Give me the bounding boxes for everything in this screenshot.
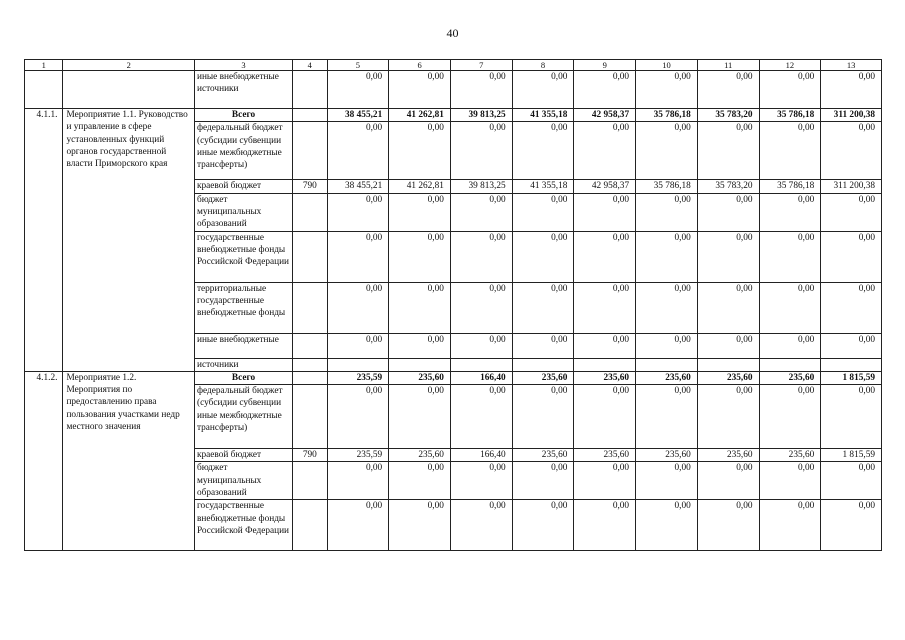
column-header: 1 bbox=[25, 60, 63, 71]
amount-cell bbox=[574, 358, 636, 371]
amount-cell: 0,00 bbox=[327, 193, 389, 231]
amount-cell: 0,00 bbox=[697, 71, 759, 109]
amount-cell: 0,00 bbox=[636, 282, 698, 333]
amount-cell: 35 786,18 bbox=[636, 109, 698, 122]
amount-cell: 0,00 bbox=[697, 193, 759, 231]
amount-cell: 0,00 bbox=[574, 282, 636, 333]
amount-cell: 0,00 bbox=[574, 122, 636, 180]
funding-source: Всего bbox=[194, 371, 292, 384]
amount-cell: 235,60 bbox=[574, 371, 636, 384]
amount-cell: 35 783,20 bbox=[697, 180, 759, 193]
amount-cell: 0,00 bbox=[389, 333, 451, 358]
kbk-code: 790 bbox=[293, 180, 327, 193]
amount-cell bbox=[450, 358, 512, 371]
amount-cell: 0,00 bbox=[574, 462, 636, 500]
amount-cell: 235,60 bbox=[636, 449, 698, 462]
kbk-code bbox=[293, 358, 327, 371]
amount-cell: 35 786,18 bbox=[759, 109, 821, 122]
kbk-code bbox=[293, 122, 327, 180]
amount-cell: 0,00 bbox=[821, 385, 882, 449]
amount-cell: 35 786,18 bbox=[636, 180, 698, 193]
column-header: 8 bbox=[512, 60, 574, 71]
amount-cell: 0,00 bbox=[821, 462, 882, 500]
funding-source: краевой бюджет bbox=[194, 180, 292, 193]
amount-cell: 0,00 bbox=[389, 231, 451, 282]
amount-cell: 0,00 bbox=[821, 500, 882, 551]
amount-cell: 0,00 bbox=[450, 71, 512, 109]
column-header: 13 bbox=[821, 60, 882, 71]
amount-cell: 0,00 bbox=[636, 333, 698, 358]
funding-source: территориальные государственные внебюджетные фонды bbox=[194, 282, 292, 333]
kbk-code bbox=[293, 500, 327, 551]
amount-cell: 0,00 bbox=[327, 462, 389, 500]
amount-cell bbox=[821, 358, 882, 371]
amount-cell: 0,00 bbox=[327, 385, 389, 449]
amount-cell: 0,00 bbox=[574, 333, 636, 358]
kbk-code bbox=[293, 231, 327, 282]
amount-cell: 235,60 bbox=[697, 449, 759, 462]
amount-cell: 235,60 bbox=[636, 371, 698, 384]
amount-cell bbox=[389, 358, 451, 371]
column-header: 10 bbox=[636, 60, 698, 71]
amount-cell: 0,00 bbox=[759, 385, 821, 449]
amount-cell: 0,00 bbox=[821, 333, 882, 358]
amount-cell: 42 958,37 bbox=[574, 180, 636, 193]
amount-cell: 41 262,81 bbox=[389, 180, 451, 193]
amount-cell: 311 200,38 bbox=[821, 109, 882, 122]
amount-cell bbox=[327, 358, 389, 371]
amount-cell: 0,00 bbox=[636, 231, 698, 282]
kbk-code bbox=[293, 109, 327, 122]
row-code bbox=[25, 71, 63, 109]
amount-cell: 0,00 bbox=[759, 122, 821, 180]
funding-source: федеральный бюджет (субсидии субвенции иные межбюджетные трансферты) bbox=[194, 122, 292, 180]
amount-cell: 0,00 bbox=[512, 193, 574, 231]
column-header: 11 bbox=[697, 60, 759, 71]
amount-cell: 0,00 bbox=[697, 462, 759, 500]
row-name: Мероприятие 1.2. Мероприятия по предоставлению права пользования участками недр местного значения bbox=[63, 371, 195, 551]
funding-source: федеральный бюджет (субсидии субвенции иные межбюджетные трансферты) bbox=[194, 385, 292, 449]
kbk-code bbox=[293, 385, 327, 449]
funding-source: государственные внебюджетные фонды Российской Федерации bbox=[194, 231, 292, 282]
amount-cell: 0,00 bbox=[327, 333, 389, 358]
funding-source: иные внебюджетные bbox=[194, 333, 292, 358]
amount-cell: 166,40 bbox=[450, 371, 512, 384]
amount-cell: 0,00 bbox=[697, 231, 759, 282]
amount-cell: 42 958,37 bbox=[574, 109, 636, 122]
amount-cell: 0,00 bbox=[574, 385, 636, 449]
table-body bbox=[25, 71, 882, 551]
amount-cell: 0,00 bbox=[389, 385, 451, 449]
row-code: 4.1.2. bbox=[25, 371, 63, 551]
column-header: 2 bbox=[63, 60, 195, 71]
funding-source: бюджет муниципальных образований bbox=[194, 193, 292, 231]
amount-cell: 0,00 bbox=[512, 282, 574, 333]
amount-cell: 41 355,18 bbox=[512, 109, 574, 122]
amount-cell: 0,00 bbox=[450, 231, 512, 282]
table-row bbox=[25, 71, 882, 109]
amount-cell: 0,00 bbox=[636, 193, 698, 231]
amount-cell bbox=[512, 358, 574, 371]
amount-cell: 0,00 bbox=[327, 71, 389, 109]
kbk-code bbox=[293, 371, 327, 384]
funding-source: Всего bbox=[194, 109, 292, 122]
amount-cell: 0,00 bbox=[821, 71, 882, 109]
amount-cell: 41 262,81 bbox=[389, 109, 451, 122]
amount-cell: 1 815,59 bbox=[821, 449, 882, 462]
kbk-code bbox=[293, 333, 327, 358]
amount-cell: 0,00 bbox=[759, 462, 821, 500]
amount-cell: 0,00 bbox=[697, 385, 759, 449]
amount-cell: 41 355,18 bbox=[512, 180, 574, 193]
amount-cell: 39 813,25 bbox=[450, 180, 512, 193]
amount-cell: 0,00 bbox=[450, 500, 512, 551]
amount-cell: 235,60 bbox=[389, 371, 451, 384]
amount-cell: 0,00 bbox=[697, 282, 759, 333]
amount-cell: 0,00 bbox=[512, 231, 574, 282]
amount-cell: 235,60 bbox=[512, 449, 574, 462]
amount-cell: 0,00 bbox=[759, 231, 821, 282]
amount-cell: 0,00 bbox=[389, 193, 451, 231]
amount-cell: 0,00 bbox=[327, 500, 389, 551]
amount-cell: 0,00 bbox=[450, 122, 512, 180]
amount-cell: 235,59 bbox=[327, 449, 389, 462]
page-number: 40 bbox=[446, 26, 459, 40]
column-header: 7 bbox=[450, 60, 512, 71]
amount-cell: 0,00 bbox=[574, 193, 636, 231]
funding-source: источники bbox=[194, 358, 292, 371]
amount-cell: 0,00 bbox=[759, 333, 821, 358]
amount-cell: 0,00 bbox=[512, 462, 574, 500]
amount-cell: 0,00 bbox=[821, 122, 882, 180]
amount-cell: 0,00 bbox=[636, 71, 698, 109]
amount-cell: 0,00 bbox=[389, 282, 451, 333]
row-name: Мероприятие 1.1. Руководство и управление в сфере установленных функций органов государственной власти Приморского края bbox=[63, 109, 195, 372]
amount-cell: 235,60 bbox=[512, 371, 574, 384]
amount-cell: 0,00 bbox=[512, 333, 574, 358]
amount-cell: 0,00 bbox=[450, 385, 512, 449]
funding-source: бюджет муниципальных образований bbox=[194, 462, 292, 500]
row-name bbox=[63, 71, 195, 109]
funding-source: иные внебюджетные источники bbox=[194, 71, 292, 109]
amount-cell: 0,00 bbox=[574, 71, 636, 109]
amount-cell: 0,00 bbox=[389, 122, 451, 180]
amount-cell: 0,00 bbox=[636, 500, 698, 551]
amount-cell: 0,00 bbox=[389, 462, 451, 500]
kbk-code: 790 bbox=[293, 449, 327, 462]
amount-cell: 0,00 bbox=[389, 500, 451, 551]
amount-cell: 0,00 bbox=[636, 462, 698, 500]
amount-cell: 0,00 bbox=[759, 500, 821, 551]
column-header: 12 bbox=[759, 60, 821, 71]
amount-cell: 0,00 bbox=[450, 462, 512, 500]
amount-cell: 0,00 bbox=[821, 193, 882, 231]
amount-cell: 0,00 bbox=[697, 333, 759, 358]
kbk-code bbox=[293, 282, 327, 333]
column-header: 9 bbox=[574, 60, 636, 71]
amount-cell: 0,00 bbox=[450, 282, 512, 333]
amount-cell: 0,00 bbox=[512, 500, 574, 551]
amount-cell: 0,00 bbox=[327, 231, 389, 282]
amount-cell: 0,00 bbox=[759, 282, 821, 333]
column-header: 6 bbox=[389, 60, 451, 71]
amount-cell: 311 200,38 bbox=[821, 180, 882, 193]
column-header: 3 bbox=[194, 60, 292, 71]
row-code: 4.1.1. bbox=[25, 109, 63, 372]
amount-cell: 235,60 bbox=[697, 371, 759, 384]
amount-cell: 235,59 bbox=[327, 371, 389, 384]
amount-cell: 235,60 bbox=[389, 449, 451, 462]
amount-cell: 0,00 bbox=[450, 193, 512, 231]
column-header: 5 bbox=[327, 60, 389, 71]
amount-cell: 0,00 bbox=[389, 71, 451, 109]
amount-cell: 235,60 bbox=[759, 371, 821, 384]
amount-cell bbox=[759, 358, 821, 371]
amount-cell: 0,00 bbox=[327, 282, 389, 333]
kbk-code bbox=[293, 193, 327, 231]
amount-cell: 0,00 bbox=[512, 385, 574, 449]
table-row-total bbox=[25, 371, 882, 384]
amount-cell: 0,00 bbox=[512, 122, 574, 180]
amount-cell: 0,00 bbox=[759, 71, 821, 109]
amount-cell: 166,40 bbox=[450, 449, 512, 462]
amount-cell: 0,00 bbox=[697, 122, 759, 180]
amount-cell: 0,00 bbox=[574, 500, 636, 551]
amount-cell bbox=[697, 358, 759, 371]
amount-cell: 0,00 bbox=[636, 122, 698, 180]
amount-cell: 35 783,20 bbox=[697, 109, 759, 122]
amount-cell: 0,00 bbox=[327, 122, 389, 180]
amount-cell: 235,60 bbox=[574, 449, 636, 462]
amount-cell: 0,00 bbox=[821, 231, 882, 282]
amount-cell: 235,60 bbox=[759, 449, 821, 462]
amount-cell: 38 455,21 bbox=[327, 109, 389, 122]
amount-cell: 38 455,21 bbox=[327, 180, 389, 193]
kbk-code bbox=[293, 462, 327, 500]
amount-cell: 0,00 bbox=[574, 231, 636, 282]
funding-source: краевой бюджет bbox=[194, 449, 292, 462]
amount-cell bbox=[636, 358, 698, 371]
budget-table bbox=[24, 59, 882, 551]
amount-cell: 0,00 bbox=[450, 333, 512, 358]
column-number-row bbox=[25, 60, 882, 71]
funding-source: государственные внебюджетные фонды Российской Федерации bbox=[194, 500, 292, 551]
kbk-code bbox=[293, 71, 327, 109]
amount-cell: 39 813,25 bbox=[450, 109, 512, 122]
amount-cell: 0,00 bbox=[759, 193, 821, 231]
amount-cell: 0,00 bbox=[636, 385, 698, 449]
table-row-total bbox=[25, 109, 882, 122]
amount-cell: 1 815,59 bbox=[821, 371, 882, 384]
column-header: 4 bbox=[293, 60, 327, 71]
amount-cell: 0,00 bbox=[821, 282, 882, 333]
amount-cell: 35 786,18 bbox=[759, 180, 821, 193]
amount-cell: 0,00 bbox=[697, 500, 759, 551]
amount-cell: 0,00 bbox=[512, 71, 574, 109]
